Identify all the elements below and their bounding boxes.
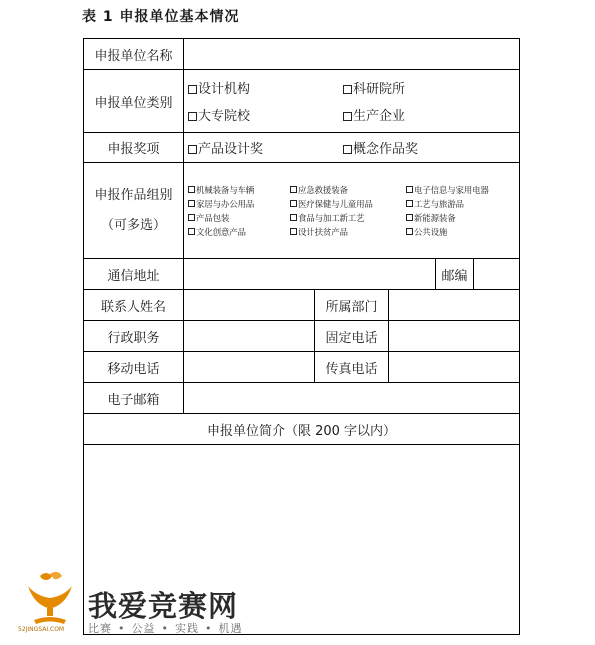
address-field[interactable] bbox=[184, 259, 436, 290]
phone-field[interactable] bbox=[389, 321, 520, 352]
checkbox-icon[interactable] bbox=[343, 85, 352, 94]
document-title: 表 1 申报单位基本情况 bbox=[82, 9, 240, 25]
group-label: 申报作品组别 bbox=[94, 187, 173, 203]
checkbox-icon[interactable] bbox=[406, 186, 413, 193]
checkbox-icon[interactable] bbox=[290, 228, 297, 235]
watermark-slogan: 比赛 • 公益 • 实践 • 机遇 bbox=[88, 622, 243, 635]
group-sublabel: （可多选） bbox=[100, 217, 166, 233]
postcode-field[interactable] bbox=[474, 259, 520, 290]
email-field[interactable] bbox=[184, 383, 520, 414]
checkbox-icon[interactable] bbox=[188, 228, 195, 235]
award-option-concept[interactable]: 概念作品奖 bbox=[343, 138, 493, 157]
unit-name-row bbox=[84, 39, 520, 70]
group-option[interactable]: 公共设施 bbox=[406, 226, 516, 238]
checkbox-icon[interactable] bbox=[188, 85, 197, 94]
group-option[interactable]: 新能源装备 bbox=[406, 212, 516, 224]
fax-label: 传真电话 bbox=[315, 352, 389, 383]
trophy-icon bbox=[20, 570, 82, 628]
checkbox-icon[interactable] bbox=[290, 214, 297, 221]
group-option[interactable]: 食品与加工新工艺 bbox=[290, 212, 406, 224]
group-options bbox=[184, 163, 520, 259]
email-label: 电子邮箱 bbox=[84, 383, 184, 414]
checkbox-icon[interactable] bbox=[406, 228, 413, 235]
email-row bbox=[84, 383, 520, 414]
mobile-field[interactable] bbox=[184, 352, 315, 383]
checkbox-icon[interactable] bbox=[188, 186, 195, 193]
unit-type-option-enterprise[interactable]: 生产企业 bbox=[343, 105, 493, 124]
unit-type-options bbox=[184, 70, 520, 133]
contact-row bbox=[84, 290, 520, 321]
bullet-icon: • bbox=[161, 622, 169, 635]
checkbox-icon[interactable] bbox=[290, 200, 297, 207]
group-option[interactable]: 工艺与旅游品 bbox=[406, 198, 516, 210]
checkbox-icon[interactable] bbox=[188, 145, 197, 154]
unit-type-label: 申报单位类别 bbox=[84, 70, 184, 133]
group-label-cell bbox=[84, 163, 184, 259]
checkbox-icon[interactable] bbox=[188, 214, 195, 221]
position-row bbox=[84, 321, 520, 352]
group-option[interactable]: 产品包装 bbox=[188, 212, 290, 224]
phone-label: 固定电话 bbox=[315, 321, 389, 352]
watermark-url: 52JINGSAI.COM bbox=[18, 626, 65, 633]
award-row bbox=[84, 133, 520, 163]
department-field[interactable] bbox=[389, 290, 520, 321]
application-form-table bbox=[83, 38, 520, 635]
group-option[interactable]: 文化创意产品 bbox=[188, 226, 290, 238]
mobile-label: 移动电话 bbox=[84, 352, 184, 383]
department-label: 所属部门 bbox=[315, 290, 389, 321]
position-label: 行政职务 bbox=[84, 321, 184, 352]
unit-type-option-design[interactable]: 设计机构 bbox=[188, 78, 343, 97]
checkbox-icon[interactable] bbox=[188, 200, 195, 207]
watermark-brand: 我爱竞赛网 bbox=[88, 589, 239, 623]
address-row bbox=[84, 259, 520, 290]
checkbox-icon[interactable] bbox=[343, 112, 352, 121]
group-option[interactable]: 设计扶贫产品 bbox=[290, 226, 406, 238]
checkbox-icon[interactable] bbox=[188, 112, 197, 121]
bullet-icon: • bbox=[205, 622, 213, 635]
intro-header-row bbox=[84, 414, 520, 445]
checkbox-icon[interactable] bbox=[343, 145, 352, 154]
mobile-row bbox=[84, 352, 520, 383]
address-label: 通信地址 bbox=[84, 259, 184, 290]
checkbox-icon[interactable] bbox=[406, 200, 413, 207]
position-field[interactable] bbox=[184, 321, 315, 352]
award-options bbox=[184, 133, 520, 163]
award-label: 申报奖项 bbox=[84, 133, 184, 163]
postcode-label: 邮编 bbox=[436, 259, 474, 290]
bullet-icon: • bbox=[118, 622, 126, 635]
group-option[interactable]: 机械装备与车辆 bbox=[188, 184, 290, 196]
unit-name-label: 申报单位名称 bbox=[84, 39, 184, 70]
checkbox-icon[interactable] bbox=[290, 186, 297, 193]
group-row bbox=[84, 163, 520, 259]
contact-field[interactable] bbox=[184, 290, 315, 321]
contact-label: 联系人姓名 bbox=[84, 290, 184, 321]
unit-name-field[interactable] bbox=[184, 39, 520, 70]
award-option-product[interactable]: 产品设计奖 bbox=[188, 138, 343, 157]
group-option[interactable]: 家居与办公用品 bbox=[188, 198, 290, 210]
unit-type-row bbox=[84, 70, 520, 133]
unit-type-option-college[interactable]: 大专院校 bbox=[188, 105, 343, 124]
watermark bbox=[18, 568, 258, 638]
group-option[interactable]: 医疗保健与儿童用品 bbox=[290, 198, 406, 210]
checkbox-icon[interactable] bbox=[406, 214, 413, 221]
group-option[interactable]: 电子信息与家用电器 bbox=[406, 184, 516, 196]
fax-field[interactable] bbox=[389, 352, 520, 383]
unit-type-option-research[interactable]: 科研院所 bbox=[343, 78, 493, 97]
group-option[interactable]: 应急救援装备 bbox=[290, 184, 406, 196]
intro-header: 申报单位简介（限 200 字以内） bbox=[84, 414, 520, 445]
